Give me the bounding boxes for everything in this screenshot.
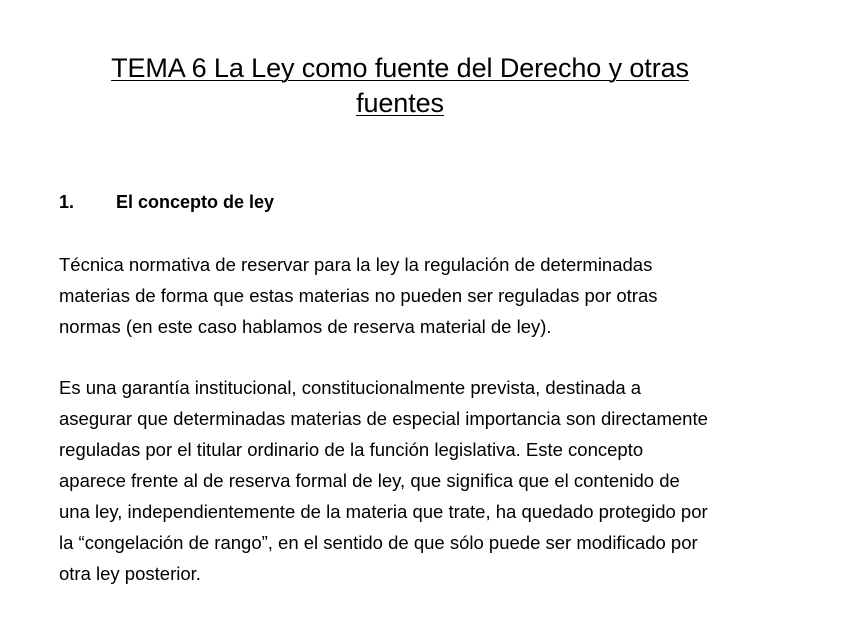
section-number: 1. bbox=[59, 192, 75, 212]
paragraph-line: materias de forma que estas materias no pueden ser reguladas por otras bbox=[59, 285, 658, 306]
title-line-2: fuentes bbox=[356, 88, 444, 118]
paragraph-line: aparece frente al de reserva formal de ley, que significa que el contenido de bbox=[59, 470, 680, 491]
paragraph-2 bbox=[59, 372, 819, 589]
document-title bbox=[40, 51, 760, 121]
paragraph-line: reguladas por el titular ordinario de la función legislativa. Este concepto bbox=[59, 439, 644, 460]
paragraph-line: una ley, independientemente de la materia que trate, ha quedado protegido por bbox=[59, 501, 708, 522]
paragraph-line: otra ley posterior. bbox=[59, 563, 201, 584]
title-line-1: TEMA 6 La Ley como fuente del Derecho y otras bbox=[111, 53, 689, 83]
paragraph-line: normas (en este caso hablamos de reserva material de ley). bbox=[59, 316, 552, 337]
paragraph-line: Técnica normativa de reservar para la ley la regulación de determinadas bbox=[59, 254, 653, 275]
paragraph-line: Es una garantía institucional, constitucionalmente prevista, destinada a bbox=[59, 377, 642, 398]
section-heading bbox=[59, 190, 274, 214]
paragraph-line: asegurar que determinadas materias de especial importancia son directamente bbox=[59, 408, 708, 429]
paragraph-1 bbox=[59, 249, 819, 342]
section-heading-text: El concepto de ley bbox=[116, 192, 275, 212]
paragraph-line: la “congelación de rango”, en el sentido de que sólo puede ser modificado por bbox=[59, 532, 698, 553]
